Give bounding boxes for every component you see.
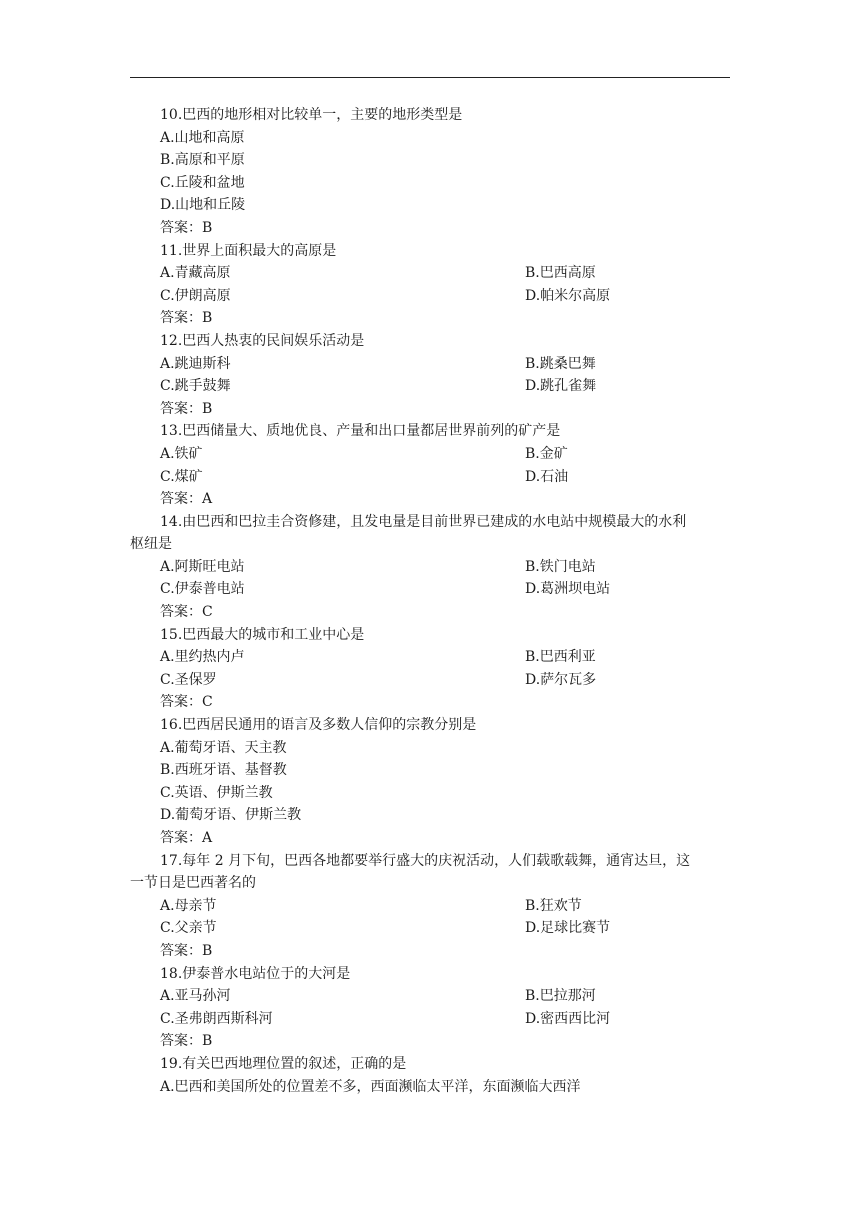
question-stem: 19.有关巴西地理位置的叙述，正确的是 [160,1055,407,1072]
answer-option: A.跳迪斯科 [160,355,231,372]
question-block [0,420,860,510]
question-stem-continued: 枢纽是 [130,536,172,553]
question-stem: 18.伊泰普水电站位于的大河是 [160,965,351,982]
answer-option: B.西班牙语、基督教 [160,762,287,779]
answer-key: 答案：B [160,400,213,417]
answer-key: 答案：A [160,491,213,508]
answer-option: D.葡萄牙语、伊斯兰教 [160,807,302,824]
answer-option: A.母亲节 [160,897,217,914]
option-row [0,917,860,940]
answer-key: 答案：B [160,219,213,236]
question-block [0,240,860,330]
option-row [0,262,860,285]
answer-option: D.跳孔雀舞 [525,378,597,395]
question-block [0,850,860,963]
answer-key: 答案：C [160,604,213,621]
option-row [0,895,860,918]
question-block [0,714,860,850]
option-row [0,1008,860,1031]
header-rule [130,77,730,78]
answer-option: D.葛洲坝电站 [525,581,611,598]
answer-option: C.伊泰普电站 [160,581,245,598]
question-stem: 15.巴西最大的城市和工业中心是 [160,626,365,643]
question-block [0,963,860,1053]
answer-option: C.父亲节 [160,920,217,937]
answer-option: B.巴西高原 [525,265,596,282]
question-list [0,104,860,1098]
question-block [0,511,860,624]
answer-option: A.巴西和美国所处的位置差不多，西面濒临太平洋，东面濒临大西洋 [160,1078,581,1095]
answer-option: B.跳桑巴舞 [525,355,596,372]
answer-option: B.巴拉那河 [525,988,596,1005]
question-stem: 11.世界上面积最大的高原是 [160,242,337,259]
answer-option: A.山地和高原 [160,129,245,146]
question-stem: 16.巴西居民通用的语言及多数人信仰的宗教分别是 [160,717,477,734]
option-row [0,466,860,489]
answer-option: B.金矿 [525,445,568,462]
option-row [0,556,860,579]
option-row [0,353,860,376]
option-row [0,669,860,692]
option-row [0,285,860,308]
answer-option: C.伊朗高原 [160,287,231,304]
question-stem: 10.巴西的地形相对比较单一，主要的地形类型是 [160,107,463,123]
option-row [0,578,860,601]
option-row [0,646,860,669]
answer-option: A.阿斯旺电站 [160,558,245,575]
option-row [0,443,860,466]
answer-option: A.里约热内卢 [160,649,245,666]
answer-option: D.足球比赛节 [525,920,611,937]
answer-option: A.葡萄牙语、天主教 [160,739,287,756]
answer-key: 答案：B [160,310,213,327]
answer-option: D.萨尔瓦多 [525,671,597,688]
question-stem: 14.由巴西和巴拉圭合资修建，且发电量是目前世界已建成的水电站中规模最大的水利 [160,513,687,530]
answer-option: D.密西西比河 [525,1010,611,1027]
answer-option: B.巴西利亚 [525,649,596,666]
answer-key: 答案：C [160,694,213,711]
answer-option: C.丘陵和盆地 [160,174,245,191]
answer-option: A.铁矿 [160,445,203,462]
answer-option: B.铁门电站 [525,558,596,575]
answer-key: 答案：B [160,1033,213,1050]
question-stem-continued: 一节日是巴西著名的 [130,875,256,892]
answer-option: A.青藏高原 [160,265,231,282]
answer-option: A.亚马孙河 [160,988,231,1005]
answer-option: C.圣保罗 [160,671,217,688]
option-row [0,985,860,1008]
answer-key: 答案：B [160,942,213,959]
answer-key: 答案：A [160,830,213,846]
answer-option: B.高原和平原 [160,152,245,169]
answer-option: D.帕米尔高原 [525,287,611,304]
answer-option: C.圣弗朗西斯科河 [160,1010,273,1027]
question-block [0,1053,860,1098]
question-stem: 13.巴西储量大、质地优良、产量和出口量都居世界前列的矿产是 [160,423,561,440]
option-row [0,375,860,398]
answer-option: D.石油 [525,468,569,485]
question-block [0,330,860,420]
question-stem: 17.每年 2 月下旬，巴西各地都要举行盛大的庆祝活动，人们载歌载舞，通宵达旦，这 [160,852,691,869]
answer-option: C.英语、伊斯兰教 [160,784,273,801]
question-stem: 12.巴西人热衷的民间娱乐活动是 [160,332,365,349]
answer-option: C.煤矿 [160,468,203,485]
question-block [0,624,860,714]
answer-option: D.山地和丘陵 [160,197,246,214]
question-block [0,104,860,240]
answer-option: B.狂欢节 [525,897,582,914]
answer-option: C.跳手鼓舞 [160,378,231,395]
